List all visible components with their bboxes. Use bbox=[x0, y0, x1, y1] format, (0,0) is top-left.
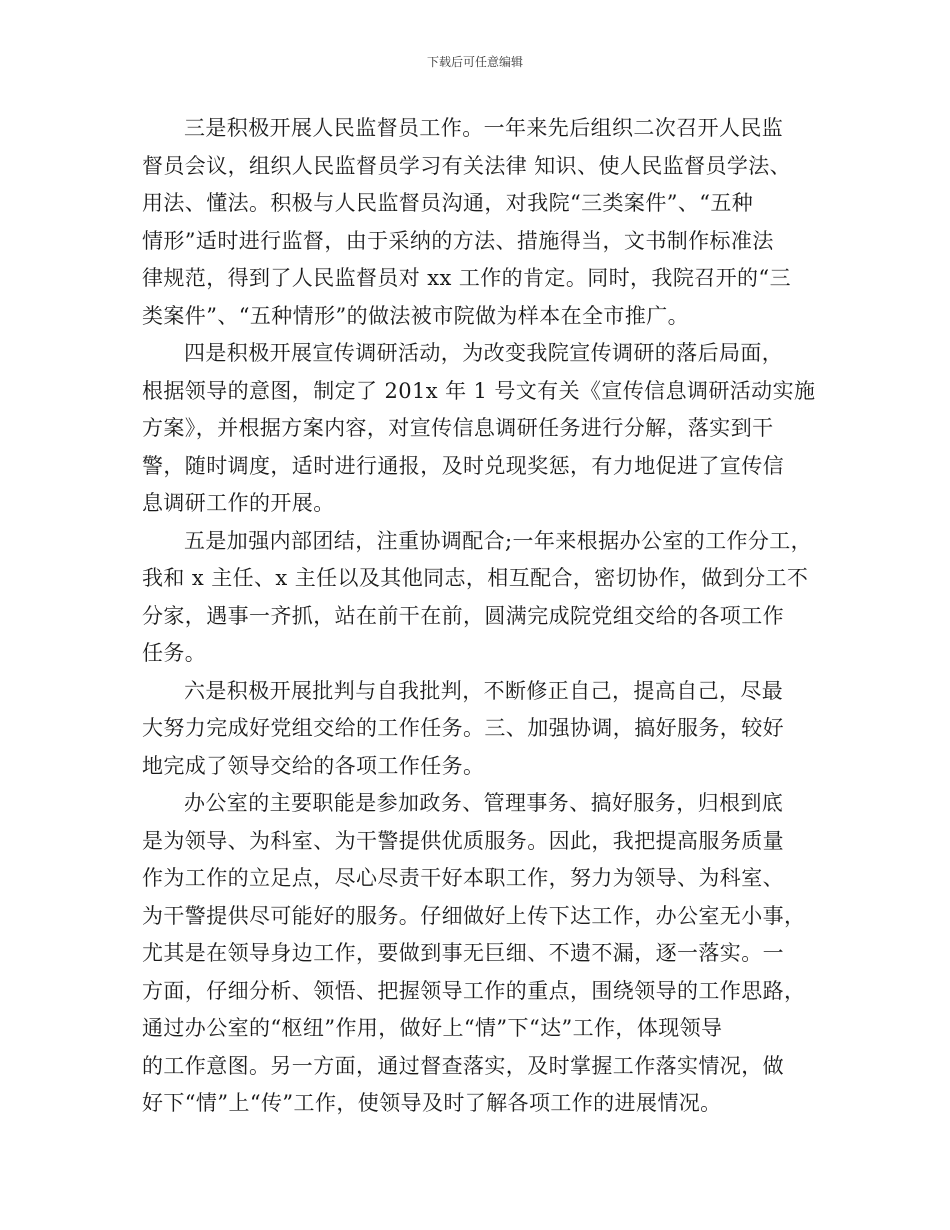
text-line: 警，随时调度，适时进行通报，及时兑现奖惩，有力地促进了宣传信 bbox=[142, 453, 784, 478]
paragraph-office-functions bbox=[142, 785, 832, 1123]
text-line: 类案件”、“五种情形”的做法被市院做为样本在全市推广。 bbox=[142, 303, 690, 328]
text-line: 三是积极开展人民监督员工作。一年来先后组织二次召开人民监 bbox=[184, 116, 784, 140]
text-line: 办公室的主要职能是参加政务、管理事务、搞好服务，归根到底 bbox=[184, 791, 784, 815]
text-line: 大努力完成好党组交给的工作任务。三、加强协调，搞好服务，较好 bbox=[142, 716, 784, 740]
text-line: 的工作意图。另一方面，通过督查落实，及时掌握工作落实情况，做 bbox=[142, 1053, 784, 1078]
text-line: 方面，仔细分析、领悟、把握领导工作的重点，围绕领导的工作思路， bbox=[142, 978, 806, 1003]
page-header: 下载后可任意编辑 bbox=[426, 55, 523, 69]
text-line: 好下“情”上“传”工作，使领导及时了解各项工作的进展情况。 bbox=[142, 1091, 722, 1115]
text-line: 律规范，得到了人民监督员对 xx 工作的肯定。同时，我院召开的“三 bbox=[142, 266, 791, 290]
text-line: 分家，遇事一齐抓，站在前干在前，圆满完成院党组交给的各项工作 bbox=[142, 603, 784, 628]
text-line: 六是积极开展批判与自我批判，不断修正自己，提高自己，尽最 bbox=[184, 678, 784, 703]
text-line: 息调研工作的开展。 bbox=[142, 491, 335, 515]
text-line: 用法、懂法。积极与人民监督员沟通，对我院“三类案件”、“五种 bbox=[142, 191, 754, 215]
text-line: 尤其是在领导身边工作，要做到事无巨细、不遗不漏，逐一落实。一 bbox=[142, 941, 784, 965]
text-line: 地完成了领导交给的各项工作任务。 bbox=[142, 753, 485, 778]
text-line: 我和 x 主任、x 主任以及其他同志，相互配合，密切协作，做到分工不 bbox=[142, 566, 809, 590]
paragraph-internal-unity bbox=[142, 523, 832, 673]
paragraph-self-criticism bbox=[142, 673, 832, 786]
text-line: 任务。 bbox=[142, 641, 207, 665]
text-line: 是为领导、为科室、为干警提供优质服务。因此，我把提高服务质量 bbox=[142, 828, 784, 853]
text-line: 作为工作的立足点，尽心尽责干好本职工作，努力为领导、为科室、 bbox=[142, 866, 784, 890]
text-line: 方案》，并根据方案内容，对宣传信息调研任务进行分解，落实到干 bbox=[142, 416, 774, 440]
text-line: 督员会议，组织人民监督员学习有关法律 知识、使人民监督员学法、 bbox=[142, 153, 792, 178]
paragraph-publicity-research bbox=[142, 335, 832, 523]
text-line: 为干警提供尽可能好的服务。仔细做好上传下达工作，办公室无小事， bbox=[142, 903, 806, 928]
text-line: 四是积极开展宣传调研活动，为改变我院宣传调研的落后局面， bbox=[184, 341, 784, 365]
text-line: 五是加强内部团结，注重协调配合;一年来根据办公室的工作分工， bbox=[184, 528, 813, 553]
text-line: 根据领导的意图，制定了 201x 年 1 号文有关《宣传信息调研活动实施 bbox=[142, 378, 816, 403]
text-line: 通过办公室的“枢纽”作用，做好上“情”下“达”工作，体现领导 bbox=[142, 1016, 723, 1040]
text-line: 情形”适时进行监督，由于采纳的方法、措施得当，文书制作标准法 bbox=[142, 228, 774, 253]
paragraph-people-supervisors bbox=[142, 110, 832, 335]
document-body bbox=[142, 110, 832, 1123]
